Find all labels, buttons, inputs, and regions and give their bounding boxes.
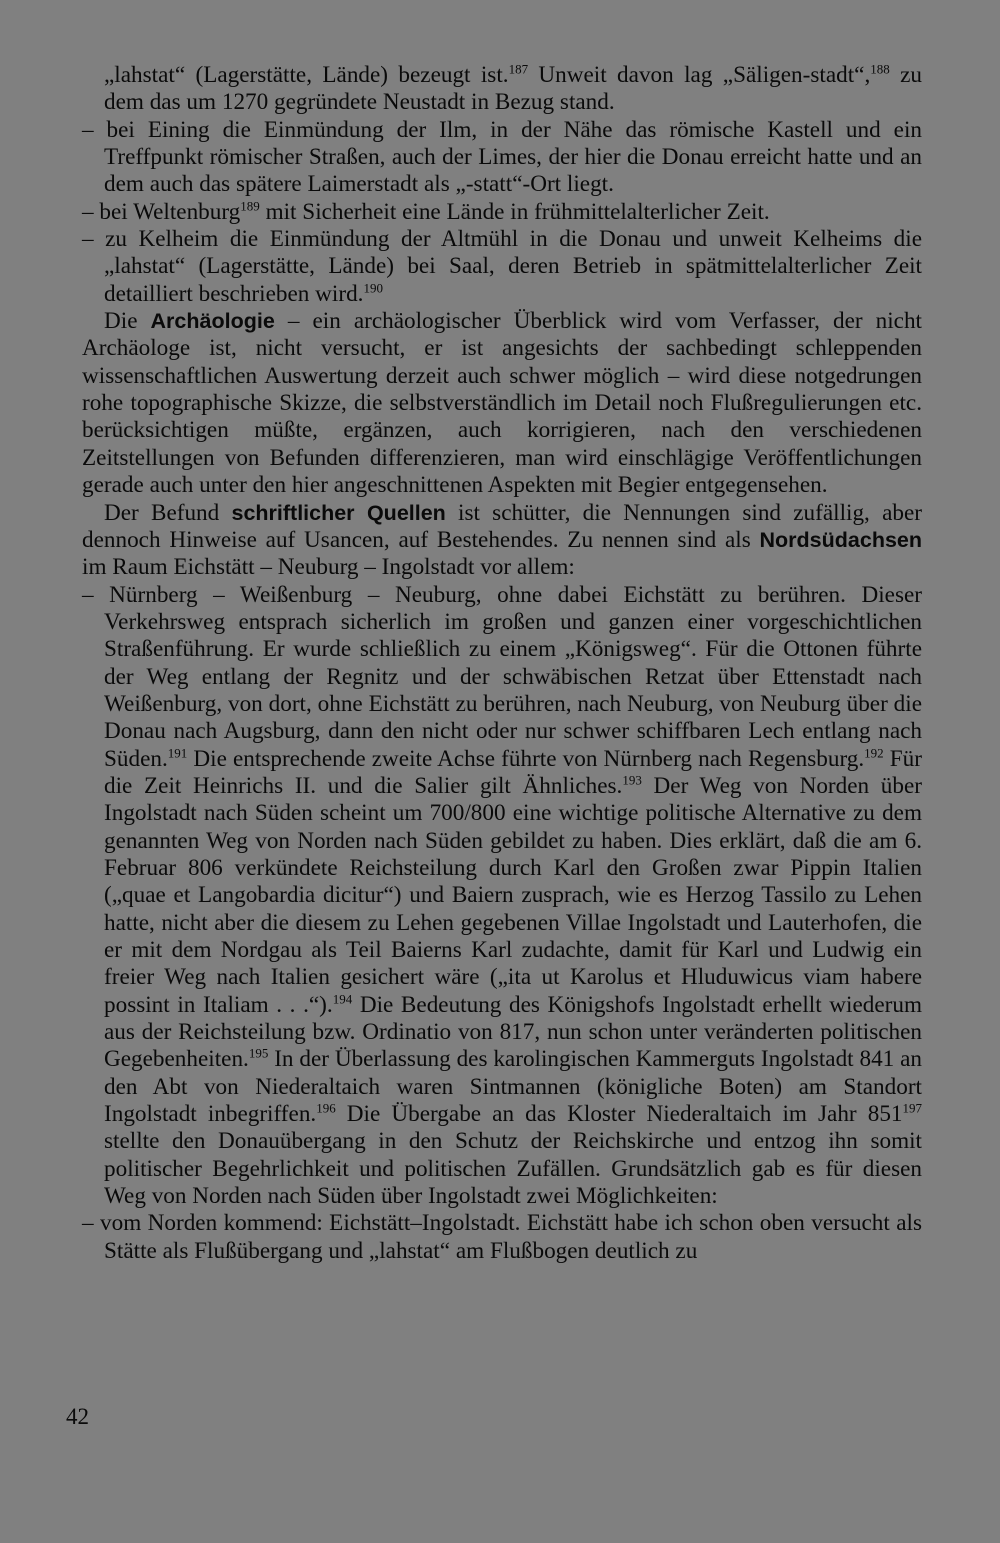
footnote-marker: 197: [902, 1100, 923, 1116]
text-run: mit Sicherheit eine Lände in frühmittelalterlicher Zeit.: [259, 198, 770, 225]
footnote-marker: 188: [870, 61, 890, 77]
footnote-marker: 196: [316, 1100, 336, 1116]
text-run: Die: [104, 308, 151, 335]
footnote-marker: 193: [622, 772, 642, 788]
text-run: „lahstat“ (Lagerstätte, Lände) bezeugt ist.: [104, 62, 509, 88]
footnote-marker: 189: [240, 197, 260, 213]
text-run: – zu Kelheim die Einmündung der Altmühl in die Donau und unweit Kelheims die „lahstat“ (Lagerstätte, Lände) bei Saal, deren Betrieb in spätmittelalterlicher Zeit detailliert beschrieben wird.: [82, 226, 922, 307]
footnote-marker: 192: [864, 744, 884, 760]
footnote-marker: 187: [508, 61, 529, 77]
text-run: In der Überlassung des karolingischen Kammerguts Ingolstadt 841 an den Abt von Niederaltaich waren Sintmannen (königliche Boten) am Standort Ingolstadt inbegriffen.: [104, 1046, 922, 1128]
text-run: Der Befund: [104, 499, 232, 526]
paragraph: [82, 308, 922, 499]
text-run: Die Bedeutung des Königshofs Ingolstadt erhellt wiederum aus der Reichsteilung bzw. Ordinatio von 817, nun schon unter veränderten politischen Gegebenheiten.: [104, 991, 922, 1073]
text-run: stellte den Donauübergang in den Schutz der Reichskirche und entzog ihn somit politischer Begehrlichkeit und politischen Zufällen. Grundsätzlich gab es für diesen Weg von Norden nach Süden über Ingolstadt zwei Möglichkeiten:: [104, 1128, 922, 1210]
text-run: – Nürnberg – Weißenburg – Neuburg, ohne dabei Eichstätt zu berühren. Dieser Verkehrsweg entsprach sicherlich im großen und ganzen einer vorgeschichtlichen Straßenführung. Er wurde schließlich zu einem „Königsweg“. Für die Ottonen führte der Weg entlang der Regnitz und der schwäbischen Retzat über Ettenstadt nach Weißenburg, von dort, ohne Eichstätt zu berühren, nach Neuburg, von Neuburg über die Donau nach Augsburg, dann den nicht oder nur schwer schiffbaren Lech entlang nach Süden.: [82, 581, 922, 772]
text-run: Die entsprechende zweite Achse führte von Nürnberg nach Regensburg.: [187, 745, 865, 772]
footnote-marker: 194: [332, 990, 353, 1006]
text-run: Der Weg von Norden über Ingolstadt nach Süden scheint um 700/800 eine wichtige politische Alternative zu dem genannten Weg von Norden nach Süden gebildet zu haben. Dies erklärt, daß die am 6. Februar 806 verkündete Reichsteilung durch Karl den Großen zwar Pippin Italien („quae et Langobardia dicitur“) und Baiern zusprach, wie es Herzog Tassilo zu Lehen hatte, nicht aber die diesem zu Lehen gegebenen Villae Ingolstadt und Lauterhofen, die er mit dem Nordgau als Teil Baierns Karl zudachte, damit für Karl und Ludwig ein freier Weg nach Italien gesichert wäre („ita ut Karolus et Hluduwicus viam habere possint in Italiam . . .“).: [104, 772, 922, 1018]
list-item: [82, 226, 922, 308]
text-run: – bei Eining die Einmündung der Ilm, in der Nähe das römische Kastell und ein Treffpunkt römischer Straßen, auch der Limes, der hier die Donau erreicht hatte und an dem auch das spätere Laimerstadt als „-statt“-Ort liegt.: [82, 116, 922, 198]
bold-term: schriftlicher Quellen: [231, 500, 446, 525]
text-run: – ein archäologischer Überblick wird vom Verfasser, der nicht Archäologe ist, nicht versucht, er ist angesichts der sachbedingt schleppenden wissenschaftlichen Auswertung derzeit auch schwer möglich – wird diese notgedrungen rohe topographische Skizze, die selbstverständlich im Detail noch Flußregulierungen etc. berücksichtigen müßte, ergänzen, auch korrigieren, nach den verschiedenen Zeitstellungen von Befunden differenzieren, man wird einschlägige Veröffentlichungen gerade auch unter den hier angeschnittenen Aspekten mit Begier entgegensehen.: [82, 308, 922, 499]
text-run: Die Übergabe an das Kloster Niederaltaich im Jahr 851: [335, 1101, 903, 1128]
text-run: im Raum Eichstätt – Neuburg – Ingolstadt vor allem:: [82, 554, 575, 581]
body-text: [82, 62, 922, 1265]
paragraph: [82, 62, 922, 117]
page-number: 42: [66, 1404, 89, 1429]
text-run: – vom Norden kommend: Eichstätt–Ingolstadt. Eichstätt habe ich schon oben versucht als Stätte als Flußübergang und „lahstat“ am Flußbogen deutlich zu: [82, 1210, 922, 1264]
footnote-marker: 195: [248, 1045, 269, 1061]
bold-term: Archäologie: [150, 309, 275, 334]
text-run: zu dem das um 1270 gegründete Neustadt in Bezug stand.: [104, 62, 923, 116]
footnote-marker: 191: [167, 744, 188, 760]
list-item: [82, 1210, 922, 1265]
text-run: ist schütter, die Nennungen sind zufällig, aber dennoch Hinweise auf Usancen, auf Bestehendes. Zu nennen sind als: [82, 499, 922, 553]
list-item: [82, 582, 922, 1211]
list-item: [82, 117, 922, 199]
footnote-marker: 190: [363, 280, 383, 296]
text-run: – bei Weltenburg: [82, 198, 241, 225]
paragraph: [82, 500, 922, 582]
list-item: [82, 199, 922, 226]
text-run: Unweit davon lag „Säligen-stadt“,: [528, 62, 871, 88]
bold-term: Nordsüdachsen: [759, 527, 922, 552]
text-run: Für die Zeit Heinrichs II. und die Salier gilt Ähnliches.: [104, 745, 922, 799]
